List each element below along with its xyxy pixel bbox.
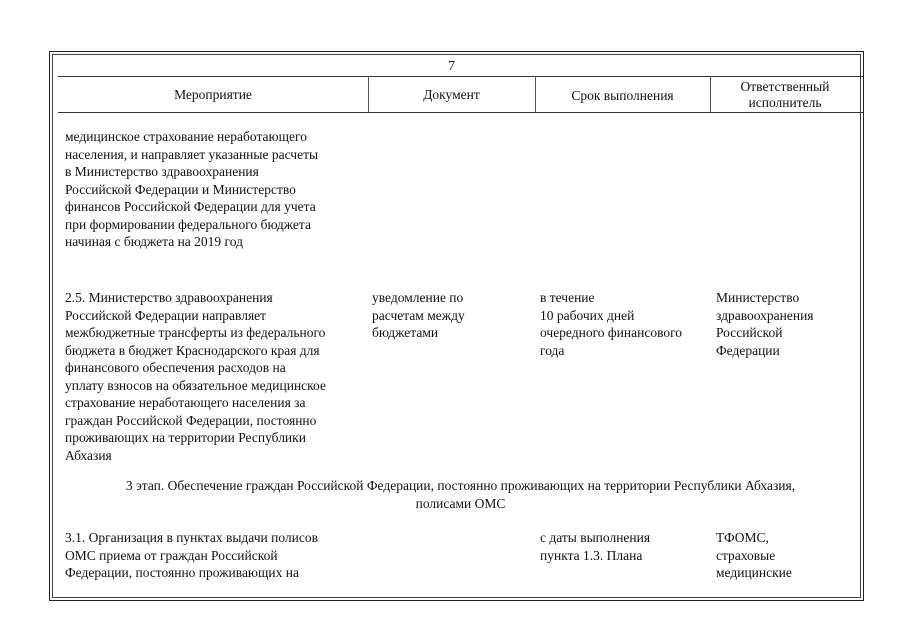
row-2-5-measure: 2.5. Министерство здравоохранения Российской Федерации направляет межбюджетные трансферты из федерального бюджета в бюджет Краснодарского края для финансового обеспечения расходов на уплату взносов на обязательное медицинское страхование неработающего населения за граждан Российской Федерации, постоянно проживающих на территории Республики Абхазия [65,290,326,463]
continuation-measure-text: медицинское страхование неработающего населения, и направляет указанные расчеты в Министерство здравоохранения Российской Федерации и Министерство финансов Российской Федерации для учета при формировании федерального бюджета начиная с бюджета на 2019 год [65,129,319,249]
header-bottom-rule [58,112,863,113]
page-number: 7 [448,59,455,74]
row-3-1-executor: ТФОМС, страховые медицинские [716,530,792,580]
row-3-1-measure: 3.1. Организация в пунктах выдачи полисов ОМС приема от граждан Российской Федерации, постоянно проживающих на [65,530,318,580]
header-top-rule [58,76,863,77]
row-2-5-executor: Министерство здравоохранения Российской Федерации [716,290,814,358]
header-deadline: Срок выполнения [571,88,674,103]
row-2-5-deadline: в течение 10 рабочих дней очередного финансового года [540,290,683,358]
stage-3-heading: 3 этап. Обеспечение граждан Российской Федерации, постоянно проживающих на территории Республики Абхазия, полисами ОМС [125,478,796,511]
header-document: Документ [423,87,480,102]
header-executor: Ответственный исполнитель [740,79,830,110]
row-3-1-deadline: с даты выполнения пункта 1.3. Плана [540,530,651,563]
header-measure: Мероприятие [174,87,252,102]
row-2-5-document: уведомление по расчетам между бюджетами [372,290,465,340]
